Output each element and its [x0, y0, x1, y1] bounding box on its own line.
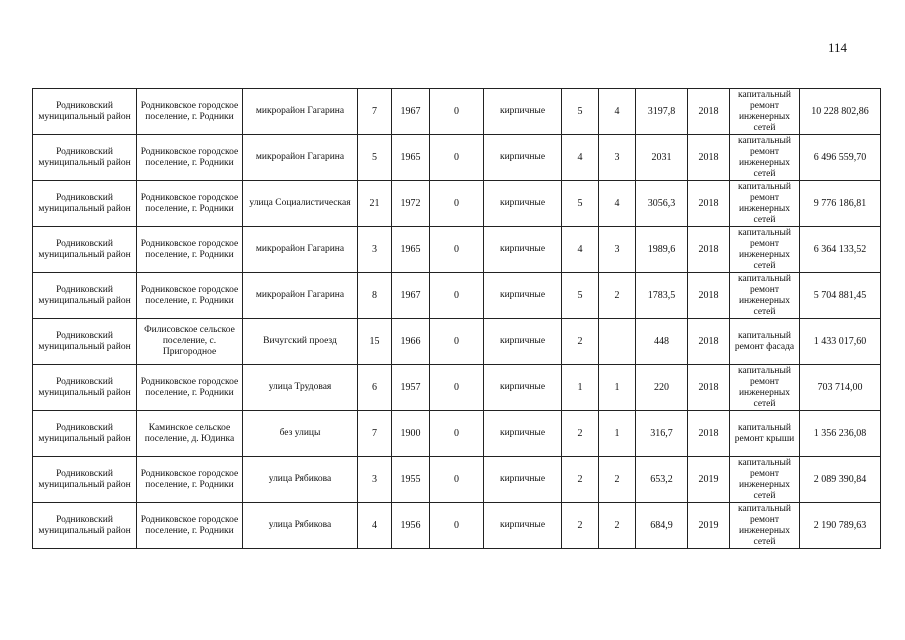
- work-type-cell: капитальный ремонт крыши: [730, 411, 800, 457]
- work-type-cell: капитальный ремонт инженерных сетей: [730, 181, 800, 227]
- cost-cell: 2 190 789,63: [800, 503, 881, 549]
- district-cell: Родниковский муниципальный район: [33, 457, 137, 503]
- floors-cell: 5: [562, 181, 599, 227]
- year-commissioned-cell: 0: [430, 411, 484, 457]
- table-row: [33, 319, 881, 365]
- cost-cell: 1 356 236,08: [800, 411, 881, 457]
- street-cell: улица Рябикова: [243, 457, 358, 503]
- year-built-cell: 1972: [392, 181, 430, 227]
- planned-year-cell: 2018: [688, 273, 730, 319]
- work-type-cell: капитальный ремонт фасада: [730, 319, 800, 365]
- street-cell: Вичугский проезд: [243, 319, 358, 365]
- cost-cell: 1 433 017,60: [800, 319, 881, 365]
- table-row: [33, 227, 881, 273]
- work-type-cell: капитальный ремонт инженерных сетей: [730, 227, 800, 273]
- house-number-cell: 4: [358, 503, 392, 549]
- year-commissioned-cell: 0: [430, 227, 484, 273]
- year-built-cell: 1957: [392, 365, 430, 411]
- settlement-cell: Родниковское городское поселение, г. Родники: [137, 181, 243, 227]
- district-cell: Родниковский муниципальный район: [33, 273, 137, 319]
- planned-year-cell: 2019: [688, 457, 730, 503]
- settlement-cell: Родниковское городское поселение, г. Родники: [137, 89, 243, 135]
- entrances-cell: [599, 319, 636, 365]
- work-type-cell: капитальный ремонт инженерных сетей: [730, 273, 800, 319]
- planned-year-cell: 2018: [688, 227, 730, 273]
- house-number-cell: 6: [358, 365, 392, 411]
- settlement-cell: Родниковское городское поселение, г. Родники: [137, 273, 243, 319]
- housing-table: [32, 88, 881, 549]
- year-built-cell: 1956: [392, 503, 430, 549]
- settlement-cell: Родниковское городское поселение, г. Родники: [137, 135, 243, 181]
- settlement-cell: Родниковское городское поселение, г. Родники: [137, 503, 243, 549]
- year-commissioned-cell: 0: [430, 135, 484, 181]
- cost-cell: 6 364 133,52: [800, 227, 881, 273]
- area-cell: 684,9: [636, 503, 688, 549]
- table-row: [33, 273, 881, 319]
- table-row: [33, 457, 881, 503]
- entrances-cell: 2: [599, 503, 636, 549]
- work-type-cell: капитальный ремонт инженерных сетей: [730, 457, 800, 503]
- planned-year-cell: 2018: [688, 319, 730, 365]
- cost-cell: 2 089 390,84: [800, 457, 881, 503]
- table-row: [33, 181, 881, 227]
- district-cell: Родниковский муниципальный район: [33, 319, 137, 365]
- year-built-cell: 1967: [392, 273, 430, 319]
- house-number-cell: 21: [358, 181, 392, 227]
- settlement-cell: Родниковское городское поселение, г. Родники: [137, 365, 243, 411]
- wall-material-cell: кирпичные: [484, 273, 562, 319]
- wall-material-cell: кирпичные: [484, 365, 562, 411]
- page-number: 114: [828, 40, 848, 55]
- year-built-cell: 1955: [392, 457, 430, 503]
- floors-cell: 2: [562, 457, 599, 503]
- street-cell: улица Социалистическая: [243, 181, 358, 227]
- cost-cell: 9 776 186,81: [800, 181, 881, 227]
- planned-year-cell: 2018: [688, 89, 730, 135]
- street-cell: микрорайон Гагарина: [243, 273, 358, 319]
- entrances-cell: 2: [599, 273, 636, 319]
- floors-cell: 2: [562, 319, 599, 365]
- floors-cell: 4: [562, 227, 599, 273]
- area-cell: 316,7: [636, 411, 688, 457]
- floors-cell: 5: [562, 273, 599, 319]
- district-cell: Родниковский муниципальный район: [33, 89, 137, 135]
- area-cell: 2031: [636, 135, 688, 181]
- entrances-cell: 3: [599, 227, 636, 273]
- planned-year-cell: 2018: [688, 135, 730, 181]
- district-cell: Родниковский муниципальный район: [33, 365, 137, 411]
- settlement-cell: Филисовское сельское поселение, с. Пригородное: [137, 319, 243, 365]
- planned-year-cell: 2018: [688, 365, 730, 411]
- entrances-cell: 4: [599, 181, 636, 227]
- area-cell: 220: [636, 365, 688, 411]
- settlement-cell: Родниковское городское поселение, г. Родники: [137, 457, 243, 503]
- floors-cell: 5: [562, 89, 599, 135]
- wall-material-cell: кирпичные: [484, 319, 562, 365]
- district-cell: Родниковский муниципальный район: [33, 503, 137, 549]
- planned-year-cell: 2019: [688, 503, 730, 549]
- street-cell: улица Трудовая: [243, 365, 358, 411]
- work-type-cell: капитальный ремонт инженерных сетей: [730, 89, 800, 135]
- house-number-cell: 7: [358, 89, 392, 135]
- planned-year-cell: 2018: [688, 181, 730, 227]
- year-commissioned-cell: 0: [430, 457, 484, 503]
- house-number-cell: 5: [358, 135, 392, 181]
- wall-material-cell: кирпичные: [484, 411, 562, 457]
- cost-cell: 10 228 802,86: [800, 89, 881, 135]
- settlement-cell: Родниковское городское поселение, г. Родники: [137, 227, 243, 273]
- year-built-cell: 1966: [392, 319, 430, 365]
- table-body: [33, 89, 881, 549]
- street-cell: микрорайон Гагарина: [243, 135, 358, 181]
- floors-cell: 4: [562, 135, 599, 181]
- floors-cell: 2: [562, 503, 599, 549]
- district-cell: Родниковский муниципальный район: [33, 181, 137, 227]
- house-number-cell: 8: [358, 273, 392, 319]
- floors-cell: 1: [562, 365, 599, 411]
- year-commissioned-cell: 0: [430, 89, 484, 135]
- wall-material-cell: кирпичные: [484, 227, 562, 273]
- year-built-cell: 1900: [392, 411, 430, 457]
- settlement-cell: Каминское сельское поселение, д. Юдинка: [137, 411, 243, 457]
- work-type-cell: капитальный ремонт инженерных сетей: [730, 365, 800, 411]
- area-cell: 3197,8: [636, 89, 688, 135]
- house-number-cell: 3: [358, 227, 392, 273]
- cost-cell: 703 714,00: [800, 365, 881, 411]
- district-cell: Родниковский муниципальный район: [33, 227, 137, 273]
- year-commissioned-cell: 0: [430, 319, 484, 365]
- work-type-cell: капитальный ремонт инженерных сетей: [730, 503, 800, 549]
- district-cell: Родниковский муниципальный район: [33, 411, 137, 457]
- cost-cell: 5 704 881,45: [800, 273, 881, 319]
- wall-material-cell: кирпичные: [484, 457, 562, 503]
- table-row: [33, 135, 881, 181]
- year-built-cell: 1965: [392, 135, 430, 181]
- street-cell: микрорайон Гагарина: [243, 227, 358, 273]
- table-row: [33, 89, 881, 135]
- house-number-cell: 7: [358, 411, 392, 457]
- street-cell: микрорайон Гагарина: [243, 89, 358, 135]
- wall-material-cell: кирпичные: [484, 181, 562, 227]
- year-built-cell: 1965: [392, 227, 430, 273]
- year-commissioned-cell: 0: [430, 365, 484, 411]
- floors-cell: 2: [562, 411, 599, 457]
- wall-material-cell: кирпичные: [484, 503, 562, 549]
- cost-cell: 6 496 559,70: [800, 135, 881, 181]
- area-cell: 3056,3: [636, 181, 688, 227]
- wall-material-cell: кирпичные: [484, 89, 562, 135]
- street-cell: улица Рябикова: [243, 503, 358, 549]
- house-number-cell: 3: [358, 457, 392, 503]
- table-row: [33, 365, 881, 411]
- entrances-cell: 1: [599, 411, 636, 457]
- planned-year-cell: 2018: [688, 411, 730, 457]
- house-number-cell: 15: [358, 319, 392, 365]
- district-cell: Родниковский муниципальный район: [33, 135, 137, 181]
- entrances-cell: 3: [599, 135, 636, 181]
- year-built-cell: 1967: [392, 89, 430, 135]
- table-row: [33, 411, 881, 457]
- year-commissioned-cell: 0: [430, 503, 484, 549]
- work-type-cell: капитальный ремонт инженерных сетей: [730, 135, 800, 181]
- wall-material-cell: кирпичные: [484, 135, 562, 181]
- table-row: [33, 503, 881, 549]
- area-cell: 1989,6: [636, 227, 688, 273]
- street-cell: без улицы: [243, 411, 358, 457]
- area-cell: 1783,5: [636, 273, 688, 319]
- entrances-cell: 4: [599, 89, 636, 135]
- year-commissioned-cell: 0: [430, 273, 484, 319]
- area-cell: 653,2: [636, 457, 688, 503]
- year-commissioned-cell: 0: [430, 181, 484, 227]
- area-cell: 448: [636, 319, 688, 365]
- entrances-cell: 2: [599, 457, 636, 503]
- entrances-cell: 1: [599, 365, 636, 411]
